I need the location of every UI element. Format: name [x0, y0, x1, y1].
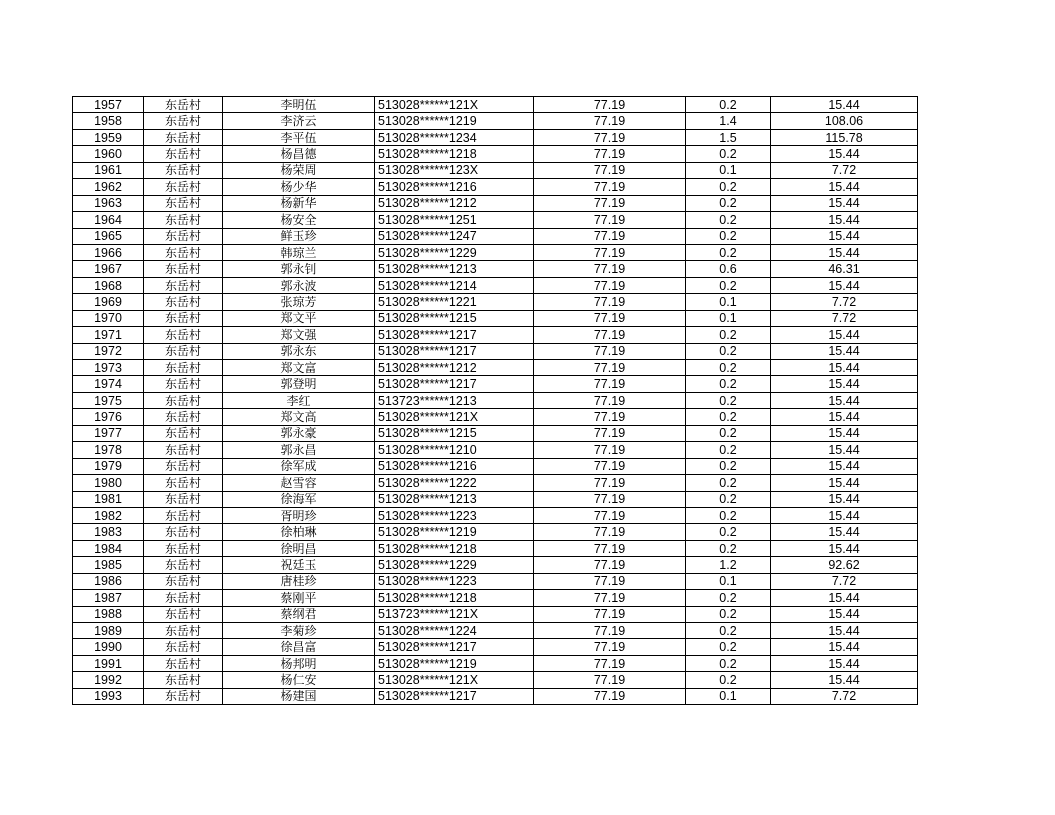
- cell-id-number: 513028******1212: [375, 360, 534, 376]
- cell-unit-price: 77.19: [534, 557, 686, 573]
- cell-unit-price: 77.19: [534, 360, 686, 376]
- cell-amount: 15.44: [771, 327, 918, 343]
- cell-amount: 7.72: [771, 688, 918, 704]
- cell-village: 东岳村: [144, 524, 223, 540]
- cell-seq: 1966: [73, 244, 144, 260]
- cell-seq: 1961: [73, 162, 144, 178]
- cell-amount: 15.44: [771, 672, 918, 688]
- table-row: [73, 212, 918, 228]
- cell-amount: 15.44: [771, 343, 918, 359]
- cell-amount: 15.44: [771, 244, 918, 260]
- cell-unit-price: 77.19: [534, 425, 686, 441]
- cell-village: 东岳村: [144, 310, 223, 326]
- cell-seq: 1976: [73, 409, 144, 425]
- cell-id-number: 513028******1217: [375, 688, 534, 704]
- cell-seq: 1984: [73, 540, 144, 556]
- cell-unit-price: 77.19: [534, 343, 686, 359]
- cell-name: 徐明昌: [223, 540, 375, 556]
- cell-village: 东岳村: [144, 277, 223, 293]
- table-row: [73, 146, 918, 162]
- cell-id-number: 513028******1219: [375, 655, 534, 671]
- cell-unit-price: 77.19: [534, 228, 686, 244]
- table-row: [73, 491, 918, 507]
- cell-id-number: 513028******1223: [375, 507, 534, 523]
- table-row: [73, 442, 918, 458]
- cell-name: 胥明珍: [223, 507, 375, 523]
- cell-village: 东岳村: [144, 146, 223, 162]
- cell-name: 李平伍: [223, 129, 375, 145]
- cell-unit-price: 77.19: [534, 491, 686, 507]
- cell-area: 0.2: [686, 442, 771, 458]
- cell-seq: 1973: [73, 360, 144, 376]
- cell-seq: 1989: [73, 623, 144, 639]
- cell-id-number: 513028******1218: [375, 590, 534, 606]
- cell-name: 李明伍: [223, 97, 375, 113]
- cell-village: 东岳村: [144, 212, 223, 228]
- cell-id-number: 513723******121X: [375, 606, 534, 622]
- cell-village: 东岳村: [144, 343, 223, 359]
- cell-unit-price: 77.19: [534, 524, 686, 540]
- cell-unit-price: 77.19: [534, 507, 686, 523]
- cell-id-number: 513028******1214: [375, 277, 534, 293]
- table-row: [73, 327, 918, 343]
- cell-amount: 15.44: [771, 179, 918, 195]
- cell-amount: 15.44: [771, 409, 918, 425]
- cell-seq: 1959: [73, 129, 144, 145]
- cell-amount: 108.06: [771, 113, 918, 129]
- cell-unit-price: 77.19: [534, 573, 686, 589]
- cell-name: 唐桂珍: [223, 573, 375, 589]
- cell-amount: 7.72: [771, 162, 918, 178]
- cell-seq: 1987: [73, 590, 144, 606]
- cell-area: 0.2: [686, 655, 771, 671]
- cell-unit-price: 77.19: [534, 179, 686, 195]
- cell-name: 郑文富: [223, 360, 375, 376]
- cell-unit-price: 77.19: [534, 97, 686, 113]
- cell-village: 东岳村: [144, 688, 223, 704]
- cell-name: 蔡纲君: [223, 606, 375, 622]
- cell-seq: 1962: [73, 179, 144, 195]
- cell-name: 杨昌德: [223, 146, 375, 162]
- cell-seq: 1988: [73, 606, 144, 622]
- cell-seq: 1982: [73, 507, 144, 523]
- cell-unit-price: 77.19: [534, 162, 686, 178]
- cell-village: 东岳村: [144, 113, 223, 129]
- cell-name: 郭永昌: [223, 442, 375, 458]
- cell-area: 0.2: [686, 327, 771, 343]
- cell-id-number: 513028******121X: [375, 97, 534, 113]
- cell-seq: 1958: [73, 113, 144, 129]
- cell-area: 0.2: [686, 524, 771, 540]
- cell-seq: 1991: [73, 655, 144, 671]
- cell-village: 东岳村: [144, 540, 223, 556]
- cell-name: 徐昌富: [223, 639, 375, 655]
- cell-amount: 15.44: [771, 228, 918, 244]
- cell-village: 东岳村: [144, 409, 223, 425]
- cell-name: 杨建国: [223, 688, 375, 704]
- cell-unit-price: 77.19: [534, 458, 686, 474]
- cell-amount: 15.44: [771, 623, 918, 639]
- cell-seq: 1981: [73, 491, 144, 507]
- table-row: [73, 261, 918, 277]
- table-row: [73, 113, 918, 129]
- cell-unit-price: 77.19: [534, 376, 686, 392]
- cell-village: 东岳村: [144, 228, 223, 244]
- table-row: [73, 129, 918, 145]
- cell-amount: 7.72: [771, 294, 918, 310]
- cell-area: 0.1: [686, 294, 771, 310]
- cell-area: 0.2: [686, 507, 771, 523]
- cell-id-number: 513028******1217: [375, 639, 534, 655]
- table-row: [73, 590, 918, 606]
- cell-name: 郭永豪: [223, 425, 375, 441]
- cell-name: 徐军成: [223, 458, 375, 474]
- cell-seq: 1964: [73, 212, 144, 228]
- cell-id-number: 513028******1210: [375, 442, 534, 458]
- cell-amount: 15.44: [771, 590, 918, 606]
- cell-amount: 46.31: [771, 261, 918, 277]
- cell-id-number: 513028******1217: [375, 327, 534, 343]
- cell-name: 李红: [223, 392, 375, 408]
- table-row: [73, 244, 918, 260]
- cell-village: 东岳村: [144, 294, 223, 310]
- cell-name: 韩琼兰: [223, 244, 375, 260]
- cell-amount: 15.44: [771, 376, 918, 392]
- cell-area: 0.1: [686, 688, 771, 704]
- cell-id-number: 513028******1218: [375, 146, 534, 162]
- cell-amount: 92.62: [771, 557, 918, 573]
- table-row: [73, 688, 918, 704]
- cell-area: 0.2: [686, 244, 771, 260]
- cell-unit-price: 77.19: [534, 672, 686, 688]
- cell-area: 0.2: [686, 540, 771, 556]
- table-row: [73, 195, 918, 211]
- cell-unit-price: 77.19: [534, 212, 686, 228]
- cell-name: 郭登明: [223, 376, 375, 392]
- cell-unit-price: 77.19: [534, 277, 686, 293]
- cell-unit-price: 77.19: [534, 392, 686, 408]
- cell-area: 0.2: [686, 491, 771, 507]
- table-row: [73, 392, 918, 408]
- cell-amount: 15.44: [771, 639, 918, 655]
- table-row: [73, 343, 918, 359]
- cell-seq: 1971: [73, 327, 144, 343]
- cell-area: 0.2: [686, 392, 771, 408]
- cell-name: 郭永波: [223, 277, 375, 293]
- cell-id-number: 513028******1218: [375, 540, 534, 556]
- cell-id-number: 513028******1217: [375, 343, 534, 359]
- cell-village: 东岳村: [144, 244, 223, 260]
- cell-name: 徐海军: [223, 491, 375, 507]
- cell-seq: 1970: [73, 310, 144, 326]
- cell-name: 张琼芳: [223, 294, 375, 310]
- cell-area: 0.2: [686, 425, 771, 441]
- cell-id-number: 513028******1213: [375, 261, 534, 277]
- cell-area: 0.2: [686, 228, 771, 244]
- cell-id-number: 513028******121X: [375, 672, 534, 688]
- cell-id-number: 513028******1251: [375, 212, 534, 228]
- cell-village: 东岳村: [144, 491, 223, 507]
- cell-amount: 15.44: [771, 97, 918, 113]
- cell-name: 鲜玉珍: [223, 228, 375, 244]
- cell-amount: 15.44: [771, 195, 918, 211]
- cell-village: 东岳村: [144, 623, 223, 639]
- cell-area: 0.2: [686, 623, 771, 639]
- data-table: [72, 96, 918, 705]
- cell-village: 东岳村: [144, 573, 223, 589]
- cell-area: 0.2: [686, 212, 771, 228]
- table-row: [73, 623, 918, 639]
- cell-amount: 15.44: [771, 655, 918, 671]
- cell-id-number: 513028******123X: [375, 162, 534, 178]
- cell-id-number: 513028******1219: [375, 524, 534, 540]
- cell-seq: 1972: [73, 343, 144, 359]
- cell-unit-price: 77.19: [534, 261, 686, 277]
- cell-village: 东岳村: [144, 392, 223, 408]
- cell-amount: 115.78: [771, 129, 918, 145]
- cell-village: 东岳村: [144, 179, 223, 195]
- cell-seq: 1985: [73, 557, 144, 573]
- cell-amount: 15.44: [771, 606, 918, 622]
- cell-unit-price: 77.19: [534, 146, 686, 162]
- cell-name: 杨仁安: [223, 672, 375, 688]
- table-row: [73, 557, 918, 573]
- cell-amount: 15.44: [771, 442, 918, 458]
- cell-area: 0.2: [686, 343, 771, 359]
- cell-unit-price: 77.19: [534, 606, 686, 622]
- cell-unit-price: 77.19: [534, 540, 686, 556]
- cell-amount: 15.44: [771, 507, 918, 523]
- cell-amount: 15.44: [771, 392, 918, 408]
- cell-id-number: 513028******1212: [375, 195, 534, 211]
- table-row: [73, 639, 918, 655]
- cell-seq: 1968: [73, 277, 144, 293]
- table-body: [73, 97, 918, 705]
- cell-seq: 1967: [73, 261, 144, 277]
- cell-village: 东岳村: [144, 195, 223, 211]
- table-row: [73, 507, 918, 523]
- cell-area: 0.2: [686, 277, 771, 293]
- cell-seq: 1957: [73, 97, 144, 113]
- table-row: [73, 425, 918, 441]
- table-row: [73, 97, 918, 113]
- cell-area: 0.1: [686, 162, 771, 178]
- cell-village: 东岳村: [144, 590, 223, 606]
- cell-seq: 1980: [73, 475, 144, 491]
- cell-area: 0.1: [686, 310, 771, 326]
- cell-unit-price: 77.19: [534, 623, 686, 639]
- cell-amount: 15.44: [771, 524, 918, 540]
- cell-village: 东岳村: [144, 162, 223, 178]
- cell-area: 0.2: [686, 146, 771, 162]
- cell-seq: 1986: [73, 573, 144, 589]
- cell-area: 0.1: [686, 573, 771, 589]
- cell-area: 0.2: [686, 606, 771, 622]
- cell-seq: 1969: [73, 294, 144, 310]
- cell-area: 0.2: [686, 590, 771, 606]
- cell-unit-price: 77.19: [534, 590, 686, 606]
- cell-amount: 15.44: [771, 491, 918, 507]
- cell-area: 0.6: [686, 261, 771, 277]
- cell-id-number: 513028******1215: [375, 310, 534, 326]
- cell-village: 东岳村: [144, 129, 223, 145]
- cell-id-number: 513028******1213: [375, 491, 534, 507]
- cell-seq: 1977: [73, 425, 144, 441]
- cell-area: 0.2: [686, 360, 771, 376]
- cell-unit-price: 77.19: [534, 327, 686, 343]
- cell-village: 东岳村: [144, 425, 223, 441]
- cell-name: 郑文平: [223, 310, 375, 326]
- cell-name: 郑文高: [223, 409, 375, 425]
- table-row: [73, 179, 918, 195]
- cell-seq: 1992: [73, 672, 144, 688]
- cell-village: 东岳村: [144, 97, 223, 113]
- cell-area: 0.2: [686, 179, 771, 195]
- cell-id-number: 513028******1229: [375, 557, 534, 573]
- table-row: [73, 540, 918, 556]
- cell-seq: 1979: [73, 458, 144, 474]
- cell-unit-price: 77.19: [534, 195, 686, 211]
- cell-name: 祝廷玉: [223, 557, 375, 573]
- cell-id-number: 513028******1217: [375, 376, 534, 392]
- cell-area: 0.2: [686, 97, 771, 113]
- cell-area: 0.2: [686, 409, 771, 425]
- cell-village: 东岳村: [144, 458, 223, 474]
- cell-id-number: 513028******1247: [375, 228, 534, 244]
- cell-seq: 1993: [73, 688, 144, 704]
- cell-name: 郭永钊: [223, 261, 375, 277]
- cell-seq: 1978: [73, 442, 144, 458]
- cell-amount: 7.72: [771, 310, 918, 326]
- cell-name: 郑文强: [223, 327, 375, 343]
- cell-area: 1.4: [686, 113, 771, 129]
- cell-name: 杨邦明: [223, 655, 375, 671]
- cell-unit-price: 77.19: [534, 294, 686, 310]
- cell-unit-price: 77.19: [534, 129, 686, 145]
- cell-id-number: 513028******1216: [375, 458, 534, 474]
- cell-name: 李济云: [223, 113, 375, 129]
- table-row: [73, 655, 918, 671]
- cell-area: 1.2: [686, 557, 771, 573]
- cell-id-number: 513028******1223: [375, 573, 534, 589]
- cell-village: 东岳村: [144, 475, 223, 491]
- cell-area: 0.2: [686, 376, 771, 392]
- table-row: [73, 376, 918, 392]
- cell-area: 0.2: [686, 475, 771, 491]
- table-row: [73, 310, 918, 326]
- cell-village: 东岳村: [144, 327, 223, 343]
- table-row: [73, 573, 918, 589]
- table-row: [73, 360, 918, 376]
- cell-name: 杨少华: [223, 179, 375, 195]
- cell-amount: 15.44: [771, 425, 918, 441]
- cell-id-number: 513028******1219: [375, 113, 534, 129]
- table-row: [73, 294, 918, 310]
- cell-amount: 7.72: [771, 573, 918, 589]
- cell-unit-price: 77.19: [534, 655, 686, 671]
- cell-id-number: 513028******1234: [375, 129, 534, 145]
- cell-village: 东岳村: [144, 606, 223, 622]
- cell-area: 0.2: [686, 672, 771, 688]
- cell-seq: 1975: [73, 392, 144, 408]
- cell-amount: 15.44: [771, 212, 918, 228]
- cell-area: 0.2: [686, 639, 771, 655]
- cell-id-number: 513028******1216: [375, 179, 534, 195]
- cell-id-number: 513723******1213: [375, 392, 534, 408]
- cell-unit-price: 77.19: [534, 688, 686, 704]
- cell-village: 东岳村: [144, 261, 223, 277]
- cell-amount: 15.44: [771, 540, 918, 556]
- cell-seq: 1960: [73, 146, 144, 162]
- cell-area: 0.2: [686, 195, 771, 211]
- cell-id-number: 513028******1221: [375, 294, 534, 310]
- cell-id-number: 513028******1224: [375, 623, 534, 639]
- table-row: [73, 606, 918, 622]
- cell-seq: 1974: [73, 376, 144, 392]
- cell-name: 杨荣周: [223, 162, 375, 178]
- cell-id-number: 513028******1215: [375, 425, 534, 441]
- cell-unit-price: 77.19: [534, 310, 686, 326]
- cell-name: 杨新华: [223, 195, 375, 211]
- cell-id-number: 513028******1229: [375, 244, 534, 260]
- cell-unit-price: 77.19: [534, 113, 686, 129]
- cell-id-number: 513028******121X: [375, 409, 534, 425]
- cell-village: 东岳村: [144, 376, 223, 392]
- cell-seq: 1990: [73, 639, 144, 655]
- cell-unit-price: 77.19: [534, 409, 686, 425]
- cell-area: 0.2: [686, 458, 771, 474]
- cell-name: 郭永东: [223, 343, 375, 359]
- cell-village: 东岳村: [144, 655, 223, 671]
- table-row: [73, 277, 918, 293]
- cell-name: 蔡刚平: [223, 590, 375, 606]
- cell-name: 杨安全: [223, 212, 375, 228]
- cell-village: 东岳村: [144, 442, 223, 458]
- cell-village: 东岳村: [144, 360, 223, 376]
- cell-seq: 1963: [73, 195, 144, 211]
- cell-name: 李菊珍: [223, 623, 375, 639]
- cell-unit-price: 77.19: [534, 442, 686, 458]
- cell-name: 赵雪容: [223, 475, 375, 491]
- cell-amount: 15.44: [771, 360, 918, 376]
- cell-amount: 15.44: [771, 146, 918, 162]
- cell-amount: 15.44: [771, 475, 918, 491]
- cell-unit-price: 77.19: [534, 244, 686, 260]
- table-row: [73, 524, 918, 540]
- cell-seq: 1983: [73, 524, 144, 540]
- table-row: [73, 409, 918, 425]
- cell-unit-price: 77.19: [534, 475, 686, 491]
- cell-amount: 15.44: [771, 458, 918, 474]
- table-row: [73, 458, 918, 474]
- table-row: [73, 475, 918, 491]
- cell-area: 1.5: [686, 129, 771, 145]
- table-row: [73, 162, 918, 178]
- cell-id-number: 513028******1222: [375, 475, 534, 491]
- cell-unit-price: 77.19: [534, 639, 686, 655]
- table-row: [73, 672, 918, 688]
- cell-amount: 15.44: [771, 277, 918, 293]
- cell-village: 东岳村: [144, 507, 223, 523]
- cell-village: 东岳村: [144, 672, 223, 688]
- cell-village: 东岳村: [144, 639, 223, 655]
- cell-seq: 1965: [73, 228, 144, 244]
- cell-village: 东岳村: [144, 557, 223, 573]
- table-row: [73, 228, 918, 244]
- cell-name: 徐柏琳: [223, 524, 375, 540]
